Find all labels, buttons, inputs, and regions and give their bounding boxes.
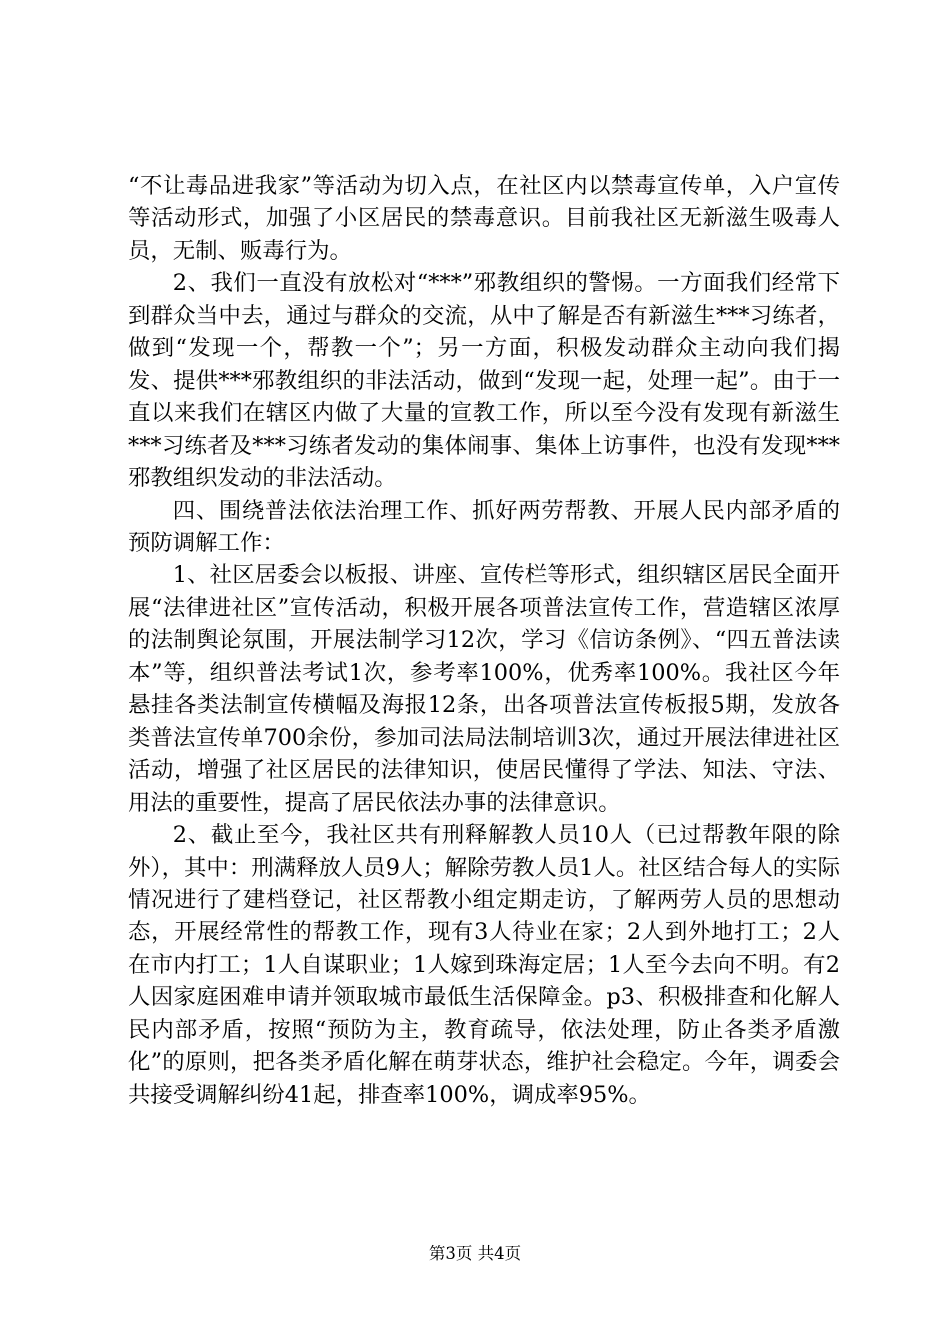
section-heading-legal-education: 四、围绕普法依法治理工作、抓好两劳帮教、开展人民内部矛盾的预防调解工作： <box>128 497 840 556</box>
paragraph-legal-publicity: 1、社区居委会以板报、讲座、宣传栏等形式，组织辖区居民全面开展“法律进社区”宣传活动，积极开展各项普法宣传工作，营造辖区浓厚的法制舆论氛围，开展法制学习12次，学习《信访条例》、“四五普法读本”等，组织普法考试1次，参考率100%，优秀率100%。我社区今年悬挂各类法制宣传横幅及海报12条，出各项普法宣传板报5期，发放各类普法宣传单700余份，参加司法局法制培训3次，通过开展法律进社区活动，增强了社区居民的法律知识，使居民懂得了学法、知法、守法、用法的重要性，提高了居民依法办事的法律意识。 <box>128 562 840 816</box>
paragraph-cult-vigilance: 2、我们一直没有放松对“***”邪教组织的警惕。一方面我们经常下到群众当中去，通过与群众的交流，从中了解是否有新滋生***习练者，做到“发现一个，帮教一个”；另一方面，积极发动群众主动向我们揭发、提供***邪教组织的非法活动，做到“发现一起，处理一起”。由于一直以来我们在辖区内做了大量的宣教工作，所以至今没有发现有新滋生***习练者及***习练者发动的集体闹事、集体上访事件，也没有发现***邪教组织发动的非法活动。 <box>128 270 840 492</box>
paragraph-anti-drug-continuation: “不让毒品进我家”等活动为切入点，在社区内以禁毒宣传单，入户宣传等活动形式，加强了小区居民的禁毒意识。目前我社区无新滋生吸毒人员，无制、贩毒行为。 <box>128 173 840 264</box>
paragraph-released-persons-mediation: 2、截止至今，我社区共有刑释解教人员10人（已过帮教年限的除外），其中：刑满释放人员9人；解除劳教人员1人。社区结合每人的实际情况进行了建档登记，社区帮教小组定期走访，了解两劳人员的思想动态，开展经常性的帮教工作，现有3人待业在家；2人到外地打工；2人在市内打工；1人自谋职业；1人嫁到珠海定居；1人至今去向不明。有2人因家庭困难申请并领取城市最低生活保障金。p3、积极排查和化解人民内部矛盾，按照“预防为主，教育疏导，依法处理，防止各类矛盾激化”的原则，把各类矛盾化解在萌芽状态，维护社会稳定。今年，调委会共接受调解纠纷41起，排查率100%，调成率95%。 <box>128 822 840 1108</box>
document-body <box>128 170 840 1111</box>
page-number-footer: 第3页 共4页 <box>428 1244 522 1263</box>
